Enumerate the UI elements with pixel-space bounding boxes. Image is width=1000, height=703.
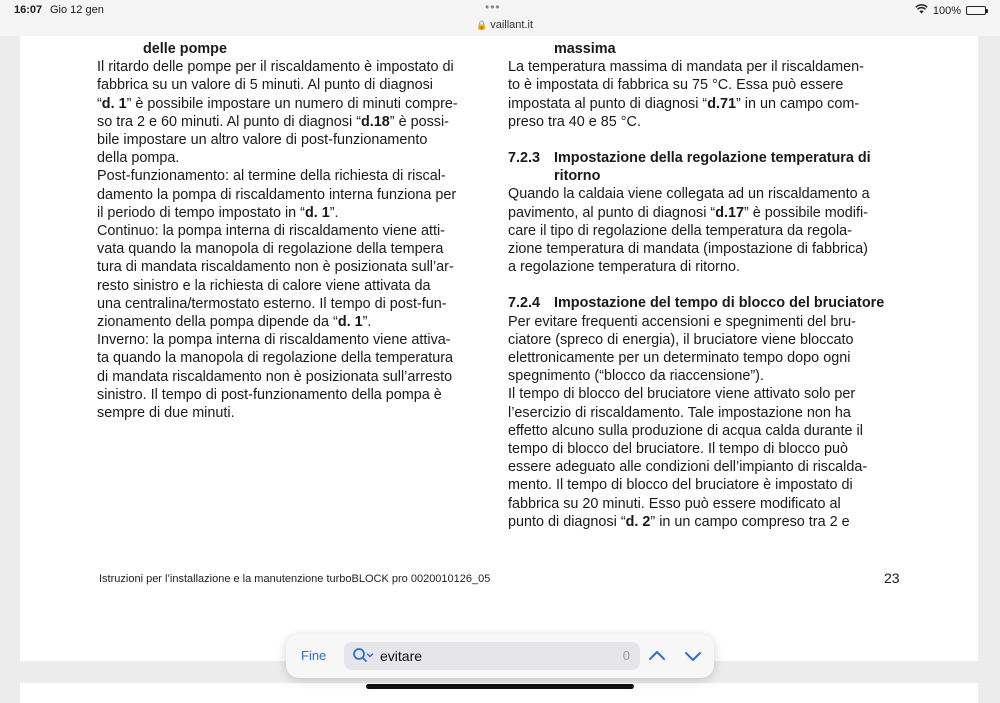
text-line: tura di mandata riscaldamento non è posizionata sull’ar- [97, 259, 454, 276]
paragraph-return-temperature [508, 185, 908, 276]
text-line: il periodo di tempo impostato in “d. 1”. [97, 204, 339, 221]
text-line: so tra 2 e 60 minuti. Al punto di diagnosi “d.18” è possi- [97, 113, 449, 130]
status-time: 16:07 [14, 4, 43, 16]
text-line: resto sinistro e la richiesta di calore viene attivata da [97, 277, 431, 294]
text-line: vata quando la manopola di regolazione della tempera [97, 241, 444, 258]
text-line: Il tempo di blocco del bruciatore viene attivato solo per [508, 386, 856, 403]
chevron-down-icon[interactable] [682, 645, 704, 667]
chevron-up-icon[interactable] [646, 645, 668, 667]
text-line: impostata al punto di diagnosi “d.71” in un campo com- [508, 95, 860, 112]
lock-icon: 🔒 [476, 20, 488, 30]
left-column [97, 40, 497, 422]
section-title: Impostazione del tempo di blocco del bruciatore [554, 295, 885, 312]
text-line: zione temperatura di mandata (impostazione di fabbrica) [508, 241, 868, 258]
text-line: tempo di blocco del bruciatore. Il tempo di blocco può [508, 441, 848, 458]
text-line: l’esercizio di riscaldamento. Tale impostazione non ha [508, 404, 851, 421]
text-line: La temperatura massima di mandata per il riscaldamen- [508, 59, 864, 76]
text-line: elettronicamente per un determinato tempo dopo ogni [508, 350, 851, 367]
section-heading-7-2-3 [508, 149, 908, 185]
text-line: “d. 1” è possibile impostare un numero di minuti compre- [97, 95, 458, 112]
multitasking-dots-icon[interactable]: ••• [485, 0, 501, 14]
text-line: di mandata riscaldamento non è posizionata sull’arresto [97, 368, 453, 385]
text-line: ta quando la manopola di regolazione della temperatura [97, 350, 454, 367]
text-line: Inverno: la pompa interna di riscaldamento viene attiva- [97, 332, 451, 349]
status-bar [0, 0, 1000, 36]
text-line: effetto alcuno sulla produzione di acqua calda durante il [508, 422, 863, 439]
text-line: punto di diagnosi “d. 2” in un campo compreso tra 2 e [508, 513, 850, 530]
right-column [508, 40, 908, 531]
find-in-page-bar [286, 634, 714, 678]
text-line: sinistro. Il tempo di post-funzionamento della pompa è [97, 386, 442, 403]
left-heading-continuation: delle pompe [143, 41, 227, 57]
text-line: Continuo: la pompa interna di riscaldamento viene atti- [97, 223, 445, 240]
text-line: fabbrica su 20 minuti. Esso può essere modificato al [508, 495, 841, 512]
section-title [554, 149, 871, 185]
paragraph-max-temperature [508, 58, 908, 131]
page-footer: Istruzioni per l’installazione e la manutenzione turboBLOCK pro 0020010126_05 [99, 573, 491, 585]
find-field[interactable] [344, 642, 640, 670]
text-line: sempre di due minuti. [97, 405, 235, 422]
text-line: a regolazione temperatura di ritorno. [508, 259, 740, 276]
battery-icon [966, 6, 986, 15]
text-line: Il ritardo delle pompe per il riscaldamento è impostato di [97, 59, 454, 76]
find-input[interactable] [380, 646, 590, 666]
text-line: Impostazione della regolazione temperatura di [554, 150, 871, 167]
text-line: della pompa. [97, 150, 180, 167]
section-number: 7.2.3 [508, 150, 541, 167]
search-options-icon[interactable] [352, 647, 372, 665]
text-line: una centralina/termostato esterno. Il tempo di post-fun- [97, 295, 447, 312]
pdf-page [20, 36, 978, 661]
text-line: Per evitare frequenti accensioni e spegnimenti del bru- [508, 313, 856, 330]
text-line: mento. Il tempo di blocco del bruciatore è impostato di [508, 477, 853, 494]
status-indicators [915, 4, 986, 17]
left-paragraphs [97, 58, 497, 422]
text-line: ritorno [554, 168, 601, 185]
text-line: pavimento, al punto di diagnosi “d.17” è possibile modifi- [508, 204, 868, 221]
text-line: Post-funzionamento: al termine della richiesta di riscal- [97, 168, 446, 185]
text-line: Quando la caldaia viene collegata ad un riscaldamento a [508, 186, 870, 203]
text-line: bile impostare un altro valore di post-funzionamento [97, 132, 428, 149]
right-heading-continuation: massima [554, 41, 616, 57]
url-text: vaillant.it [490, 19, 534, 31]
match-count: 0 [622, 648, 630, 663]
text-line: damento la pompa di riscaldamento interna funziona per [97, 186, 457, 203]
wifi-icon [915, 4, 928, 17]
text-line: fabbrica su un valore di 5 minuti. Al punto di diagnosi [97, 77, 433, 94]
address-url[interactable] [476, 19, 533, 31]
paragraph-burner-block-time [508, 385, 908, 531]
text-line: essere adeguato alle condizioni dell’impianto di riscalda- [508, 459, 868, 476]
text-line: spegnimento (“blocco da riaccensione”). [508, 368, 764, 385]
text-line: care il tipo di regolazione della temperatura da regola- [508, 222, 852, 239]
battery-percent: 100% [932, 4, 961, 17]
home-indicator[interactable] [366, 684, 634, 689]
status-date: Gio 12 gen [50, 4, 104, 16]
text-line: preso tra 40 e 85 °C. [508, 113, 641, 130]
section-heading-7-2-4 [508, 294, 908, 312]
done-button[interactable]: Fine [301, 648, 327, 663]
section-number: 7.2.4 [508, 295, 541, 312]
text-line: ciatore (spreco di energia), il bruciatore viene bloccato [508, 331, 854, 348]
text-line: zionamento della pompa dipende da “d. 1”. [97, 314, 372, 331]
paragraph-burner-block-intro [508, 313, 908, 386]
text-line: to è impostata di fabbrica su 75 °C. Essa può essere [508, 77, 844, 94]
page-number: 23 [884, 570, 900, 586]
